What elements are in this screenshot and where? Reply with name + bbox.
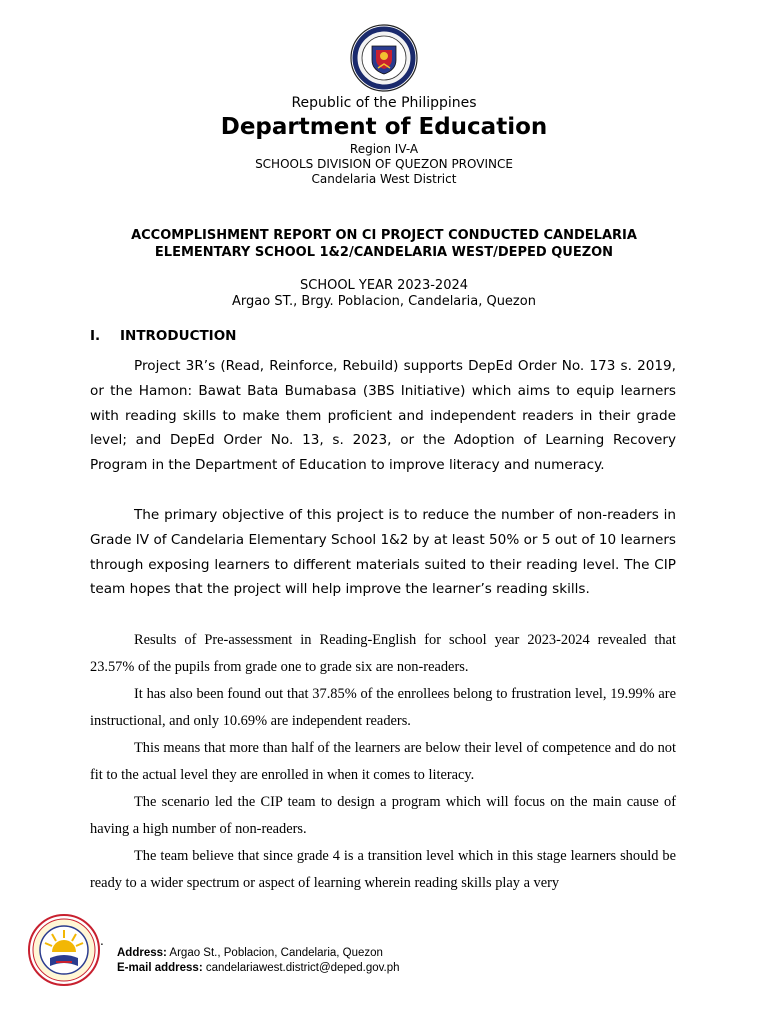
- address-label: Address:: [117, 947, 167, 959]
- region-line: Region IV-A: [349, 142, 419, 156]
- report-title: ACCOMPLISHMENT REPORT ON CI PROJECT CONDUCTED CANDELARIA ELEMENTARY SCHOOL 1&2/CANDELARIA WEST/DEPED QUEZON: [131, 228, 637, 260]
- paragraph: The team believe that since grade 4 is a transition level which in this stage learners should be ready to a wider spectrum or aspect of learning wherein reading skills play a very: [90, 848, 676, 891]
- address-value: Argao St., Poblacion, Candelaria, Quezon: [166, 947, 383, 959]
- paragraph: This means that more than half of the learners are below their level of competence and do not fit to the actual level they are enrolled in when it comes to literacy.: [90, 740, 676, 783]
- section-number: I.: [90, 328, 101, 344]
- report-address: Argao ST., Brgy. Poblacion, Candelaria, Quezon: [232, 294, 536, 309]
- footer-address: [117, 947, 383, 959]
- footer-dot: .: [100, 934, 104, 948]
- division-line: SCHOOLS DIVISION OF QUEZON PROVINCE: [255, 157, 513, 171]
- email-label: E-mail address:: [117, 962, 203, 974]
- district-seal-icon: [28, 914, 100, 986]
- paragraph: Project 3R’s (Read, Reinforce, Rebuild) supports DepEd Order No. 173 s. 2019, or the Hamon: Bawat Bata Bumabasa (3BS Initiative) which aims to equip learners with reading skills to make them proficient and independent readers in their grade level; and DepEd Order No. 13, s. 2023, or the Adoption of Learning Recovery Program in the Department of Education to improve literacy and numeracy.: [90, 358, 676, 474]
- paragraph: Results of Pre-assessment in Reading-English for school year 2023-2024 revealed that 23.57% of the pupils from grade one to grade six are non-readers.: [90, 632, 676, 675]
- district-line: Candelaria West District: [311, 172, 457, 186]
- paragraph: The scenario led the CIP team to design a program which will focus on the main cause of having a high number of non-readers.: [90, 794, 676, 837]
- department-heading: Department of Education: [220, 114, 548, 140]
- school-year: SCHOOL YEAR 2023-2024: [299, 278, 469, 293]
- footer-email: [117, 962, 400, 974]
- email-value[interactable]: candelariawest.district@deped.gov.ph: [202, 962, 400, 974]
- paragraph: It has also been found out that 37.85% of the enrollees belong to frustration level, 19.99% are instructional, and only 10.69% are independent readers.: [90, 686, 676, 729]
- deped-seal-icon: [350, 24, 418, 92]
- republic-heading: Republic of the Philippines: [291, 95, 477, 111]
- paragraph: The primary objective of this project is to reduce the number of non-readers in Grade IV of Candelaria Elementary School 1&2 by at least 50% or 5 out of 10 learners through exposing learners to different materials suited to their reading level. The CIP team hopes that the project will help improve the learner’s reading skills.: [90, 507, 676, 598]
- section-title: INTRODUCTION: [120, 328, 237, 344]
- section-heading: [90, 328, 236, 344]
